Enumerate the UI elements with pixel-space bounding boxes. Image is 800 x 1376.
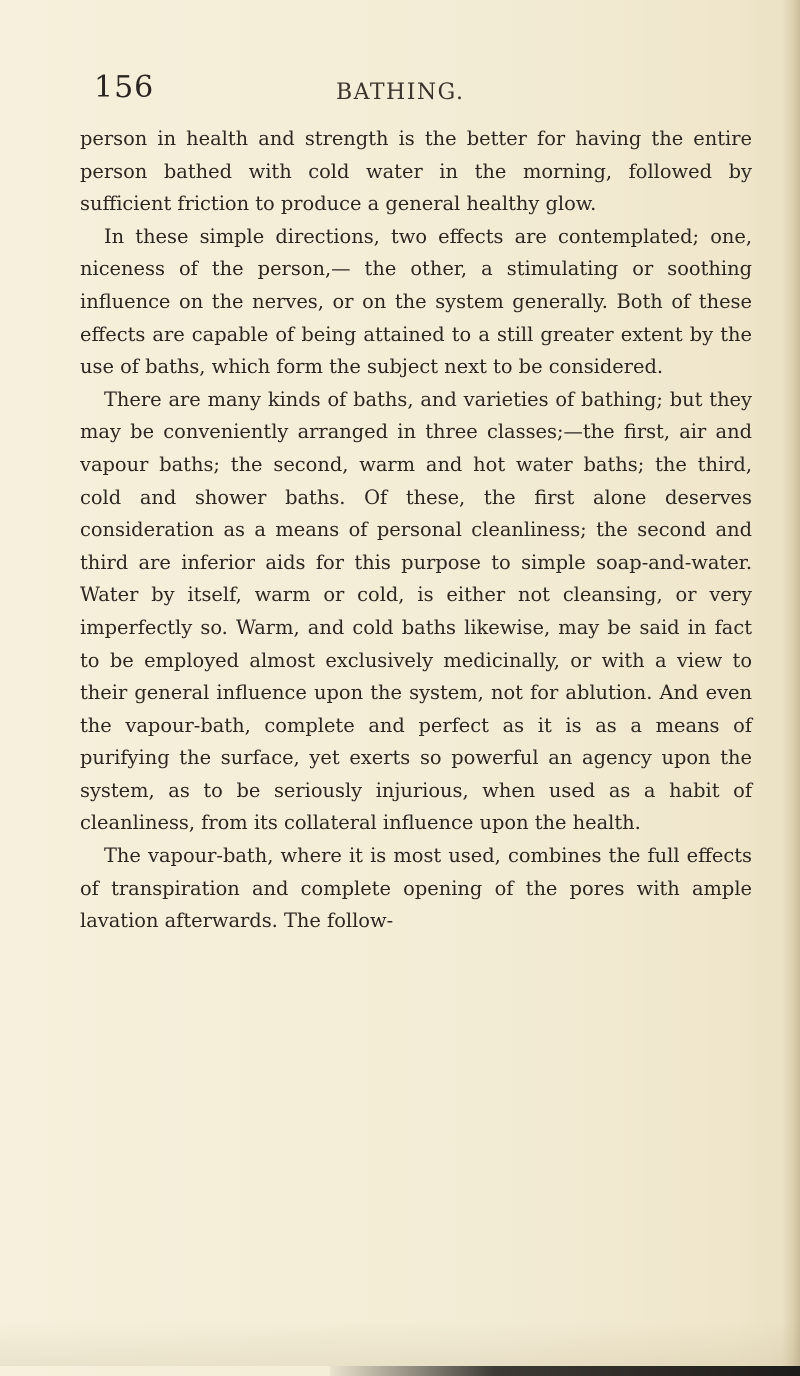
bottom-binding-edge <box>330 1366 800 1376</box>
page-number: 156 <box>94 70 155 105</box>
body-text <box>80 123 752 938</box>
paragraph: The vapour-bath, where it is most used, combines the full effects of transpiration and complete opening of the pores with ample lavation afterwards. The follow- <box>80 844 752 933</box>
page-edge-shadow <box>782 0 800 1376</box>
paragraph: In these simple directions, two effects are contemplated; one, niceness of the person,— the other, a stimulating or soothing influence on the nerves, or on the system generally. Both of these effects are capable of being attained to a still greater extent by the use of baths, which form the subject next to be considered. <box>80 224 752 379</box>
paragraph: There are many kinds of baths, and varieties of bathing; but they may be conveniently arranged in three classes;—the first, air and vapour baths; the second, warm and hot water baths; the third, cold and shower baths. Of these, the first alone deserves consideration as a means of personal cleanliness; the second and third are inferior aids for this purpose to simple soap-and-water. Water by itself, warm or cold, is either not cleansing, or very imperfectly so. Warm, and cold baths likewise, may be said in fact to be employed almost exclusively medicinally, or with a view to their general influence upon the system, not for ablution. And even the vapour-bath, complete and perfect as it is as a means of purifying the surface, yet exerts so powerful an agency upon the system, as to be seriously injurious, when used as a habit of cleanliness, from its collateral influence upon the health. <box>80 387 752 835</box>
paragraph-continued: person in health and strength is the better for having the entire person bathed with cold water in the morning, followed by sufficient friction to produce a general healthy glow. <box>80 127 752 216</box>
bottom-page-shadow <box>0 1320 800 1366</box>
running-head: BATHING. <box>336 80 465 105</box>
